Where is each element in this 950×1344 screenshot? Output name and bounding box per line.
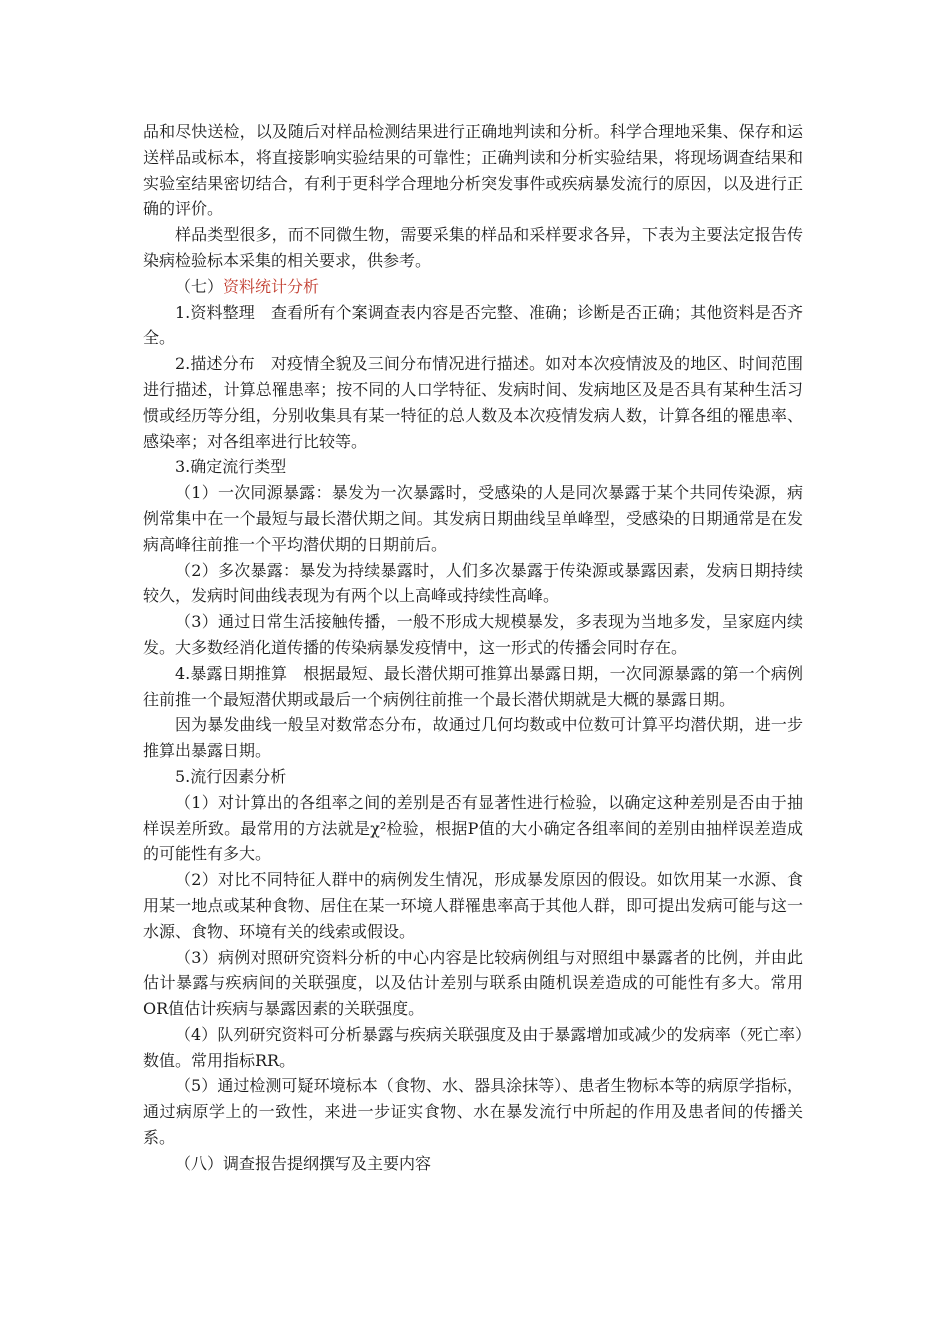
paragraph-single-exposure: （1）一次同源暴露：暴发为一次暴露时，受感染的人是同次暴露于某个共同传染源，病例常集中在一个最短与最长潜伏期之间。其发病日期曲线呈单峰型，受感染的日期通常是在发病高峰往前推一个平均潜伏期的日期前后。 [143,483,803,554]
paragraph-data-organization: 1.资料整理 查看所有个案调查表内容是否完整、准确；诊断是否正确；其他资料是否齐全。 [143,302,803,348]
paragraph-sample-analysis: 品和尽快送检，以及随后对样品检测结果进行正确地判读和分析。科学合理地采集、保存和运送样品或标本，将直接影响实验结果的可靠性；正确判读和分析实验结果，将现场调查结果和实验室结果密切结合，有利于更科学合理地分析突发事件或疾病暴发流行的原因，以及进行正确的评价。 [143,122,803,219]
document-body [143,119,803,1177]
section-heading-7 [143,274,803,300]
paragraph-daily-contact: （3）通过日常生活接触传播，一般不形成大规模暴发，多表现为当地多发，呈家庭内续发。大多数经消化道传播的传染病暴发疫情中，这一形式的传播会同时存在。 [143,612,803,657]
section-heading-7-prefix: （七） [175,276,224,296]
paragraph-describe-distribution: 2.描述分布 对疫情全貌及三间分布情况进行描述。如对本次疫情波及的地区、时间范围进行描述，计算总罹患率；按不同的人口学特征、发病时间、发病地区及是否具有某种生活习惯或经历等分组，分别收集具有某一特征的总人数及本次疫情发病人数，计算各组的罹患率、感染率；对各组率进行比较等。 [143,354,803,451]
paragraph-lab-testing: （5）通过检测可疑环境标本（食物、水、器具涂抹等）、患者生物标本等的病原学指标，通过病原学上的一致性，来进一步证实食物、水在暴发流行中所起的作用及患者间的传播关系。 [143,1076,803,1148]
section-heading-8: （八）调查报告提纲撰写及主要内容 [175,1153,432,1173]
paragraph-exposure-date: 4.暴露日期推算 根据最短、最长潜伏期可推算出暴露日期，一次同源暴露的第一个病例往前推一个最短潜伏期或最后一个病例往前推一个最长潜伏期就是大概的暴露日期。 [143,663,803,709]
paragraph-epidemic-type-heading: 3.确定流行类型 [175,457,287,477]
paragraph-incubation-period: 因为暴发曲线一般呈对数常态分布，故通过几何均数或中位数可计算平均潜伏期，进一步推算出暴露日期。 [143,715,803,761]
paragraph-case-control: （3）病例对照研究资料分析的中心内容是比较病例组与对照组中暴露者的比例，并由此估计暴露与疾病间的关联强度，以及估计差别与联系由随机误差造成的可能性有多大。常用OR值估计疾病与暴露因素的关联强度。 [143,947,803,1019]
section-heading-7-title: 资料统计分析 [223,276,320,296]
paragraph-hypothesis: （2）对比不同特征人群中的病例发生情况，形成暴发原因的假设。如饮用某一水源、食用某一地点或某种食物、居住在某一环境人群罹患率高于其他人群，即可提出发病可能与这一水源、食物、环境有关的线索或假设。 [143,870,803,941]
paragraph-multiple-exposure: （2）多次暴露：暴发为持续暴露时，人们多次暴露于传染源或暴露因素，发病日期持续较久，发病时间曲线表现为有两个以上高峰或持续性高峰。 [143,560,803,606]
paragraph-significance-test: （1）对计算出的各组率之间的差别是否有显著性进行检验，以确定这种差别是否由于抽样误差所致。最常用的方法就是χ²检验，根据P值的大小确定各组率间的差别由抽样误差造成的可能性有多大。 [143,792,803,864]
paragraph-factor-analysis-heading: 5.流行因素分析 [175,766,287,786]
paragraph-sample-types: 样品类型很多，而不同微生物，需要采集的样品和采样要求各异，下表为主要法定报告传染病检验标本采集的相关要求，供参考。 [143,225,803,270]
paragraph-cohort: （4）队列研究资料可分析暴露与疾病关联强度及由于暴露增加或减少的发病率（死亡率）数值。常用指标RR。 [143,1024,803,1070]
